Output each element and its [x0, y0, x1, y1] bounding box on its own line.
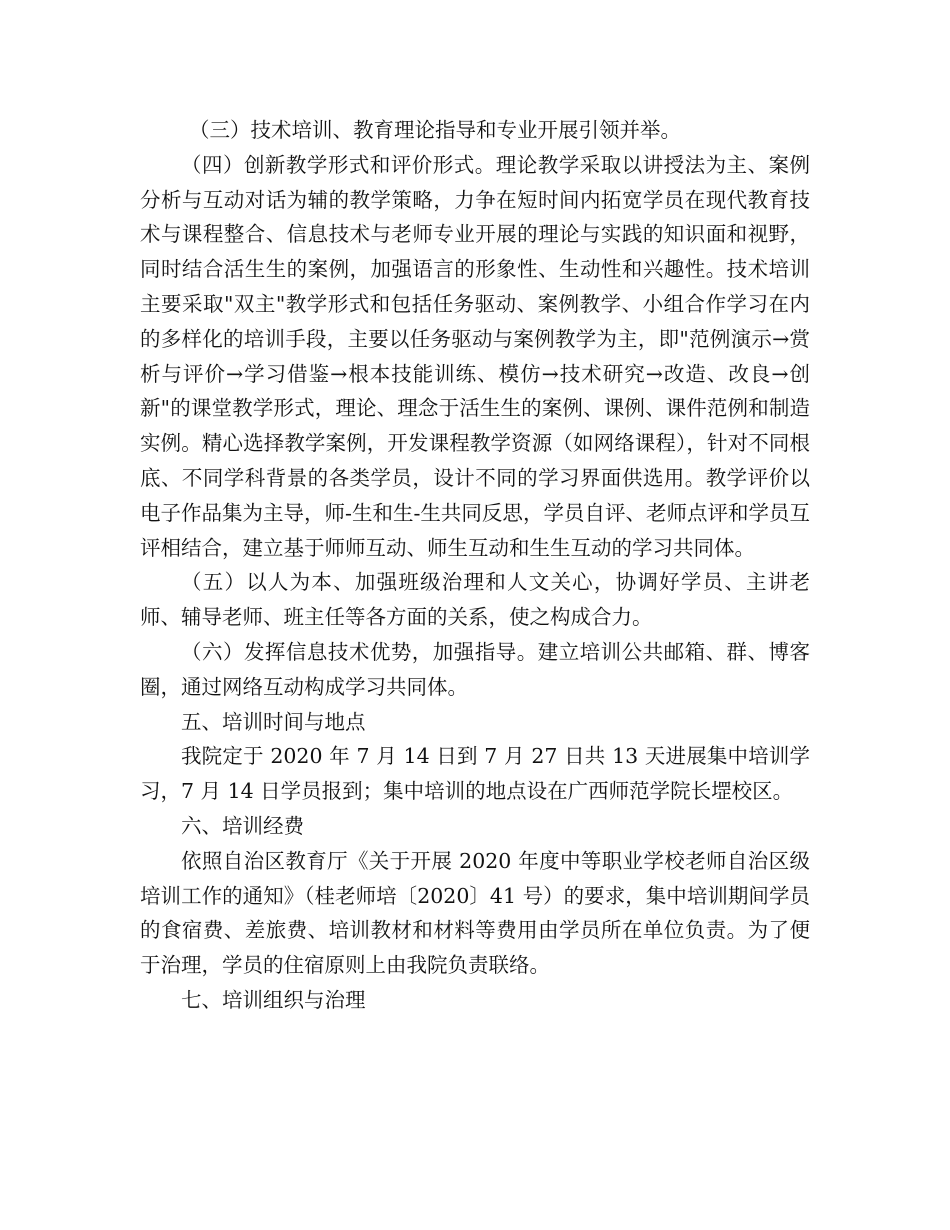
paragraph-item-5: （五）以人为本、加强班级治理和人文关心，协调好学员、主讲老师、辅导老师、班主任等各方面的关系，使之构成合力。: [140, 570, 810, 630]
paragraph-item-6: （六）发挥信息技术优势，加强指导。建立培训公共邮箱、群、博客圈，通过网络互动构成学习共同体。: [140, 639, 810, 699]
paragraph-item-4: （四）创新教学形式和评价形式。理论教学采取以讲授法为主、案例分析与互动对话为辅的教学策略，力争在短时间内拓宽学员在现代教育技术与课程整合、信息技术与老师专业开展的理论与实践的知识面和视野，同时结合活生生的案例，加强语言的形象性、生动性和兴趣性。技术培训主要采取"双主"教学形式和包括任务驱动、案例教学、小组合作学习在内的多样化的培训手段，主要以任务驱动与案例教学为主，即"范例演示→赏析与评价→学习借鉴→根本技能训练、模仿→技术研究→改造、改良→创新"的课堂教学形式，理论、理念于活生生的案例、课例、课件范例和制造实例。精心选择教学案例，开发课程教学资源（如网络课程），针对不同根底、不同学科背景的各类学员，设计不同的学习界面供选用。教学评价以电子作品集为主导，师-生和生-生共同反思，学员自评、老师点评和学员互评相结合，建立基于师师互动、师生互动和生生互动的学习共同体。: [140, 152, 810, 560]
section-body-5: 我院定于 2020 年 7 月 14 日到 7 月 27 日共 13 天进展集中培训学习，7 月 14 日学员报到；集中培训的地点设在广西师范学院长堽校区。: [140, 744, 810, 804]
section-heading-5: 五、培训时间与地点: [181, 709, 366, 734]
section-body-6: 依照自治区教育厅《关于开展 2020 年度中等职业学校老师自治区级培训工作的通知》（桂老师培〔2020〕41 号）的要求，集中培训期间学员的食宿费、差旅费、培训教材和材料等费用由学员所在单位负责。为了便于治理，学员的住宿原则上由我院负责联络。: [140, 848, 810, 978]
section-heading-7: 七、培训组织与治理: [181, 987, 366, 1012]
section-heading-6: 六、培训经费: [181, 813, 304, 838]
paragraph-item-3: （三）技术培训、教育理论指导和专业开展引领并举。: [189, 118, 681, 142]
